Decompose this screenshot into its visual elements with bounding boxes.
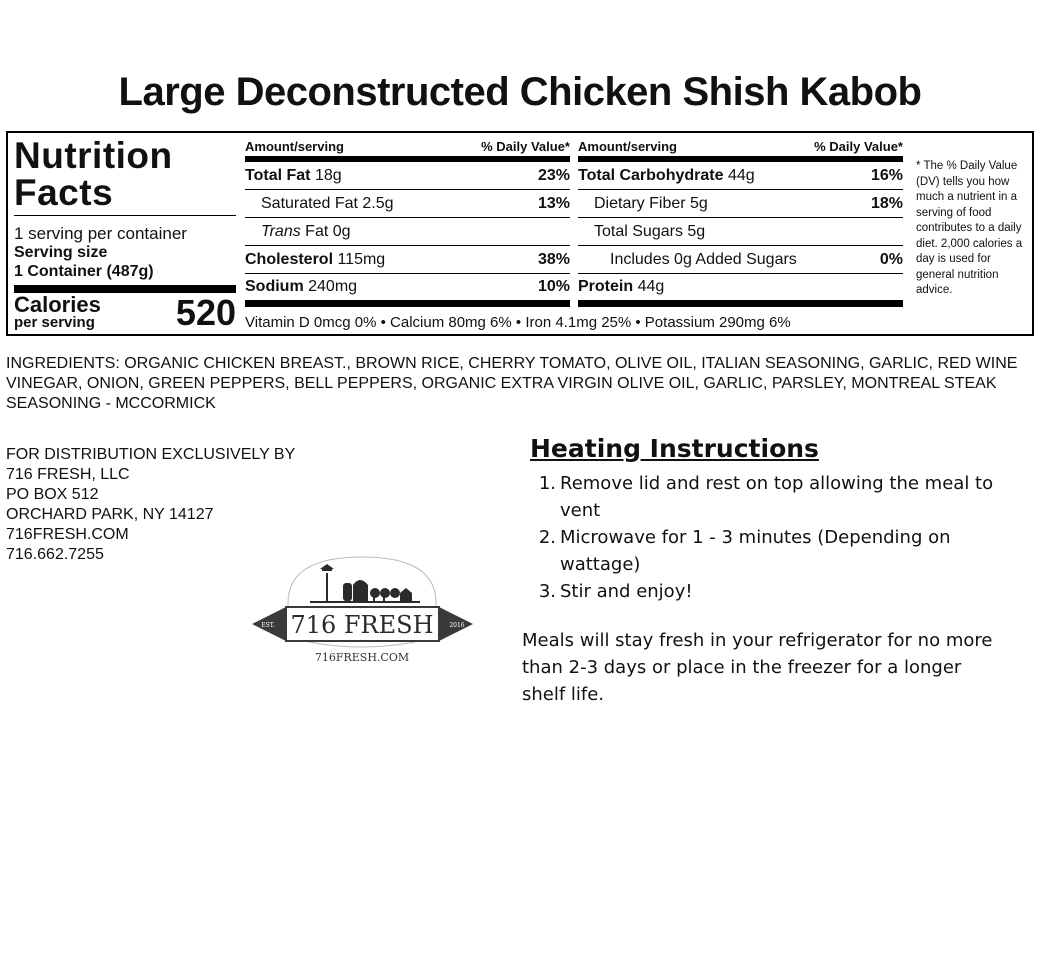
nutrient-dv: 10% [537, 278, 570, 295]
nutrient-row-cholesterol [245, 246, 570, 274]
nutrient-label: Sodium [245, 278, 304, 295]
calories-sub: per serving [14, 314, 95, 331]
nutrition-heading-line1: Nutrition [14, 135, 173, 176]
nutrient-amount: 5g [687, 222, 706, 240]
brand-logo [250, 555, 475, 670]
nutrient-amount: Fat 0g [305, 222, 351, 240]
ingredients-list: INGREDIENTS: ORGANIC CHICKEN BREAST., BROWN RICE, CHERRY TOMATO, OLIVE OIL, ITALIAN SEASONING, GARLIC, RED WINE VINEGAR, ONION, GREEN PEPPERS, BELL PEPPERS, ORGANIC EXTRA VIRGIN OLIVE OIL, GARLIC, PARSLEY, MONTREAL STEAK SEASONING - MCCORMICK [6, 355, 1018, 412]
nutrient-row-trans-fat [245, 218, 570, 246]
logo-est: EST. [261, 622, 275, 629]
daily-value-footnote: * The % Daily Value (DV) tells you how much a nutrient in a serving of food contributes to a daily diet. 2,000 calories a day is used for general nutrition advice. [916, 160, 1023, 296]
nutrition-facts-panel [6, 131, 1034, 336]
dv-header: % Daily Value* [481, 139, 570, 154]
nutrient-column-left [245, 139, 570, 307]
heating-title: Heating Instructions [530, 434, 819, 463]
column-header [245, 139, 570, 155]
amount-header: Amount/serving [578, 139, 677, 154]
divider [14, 215, 236, 216]
heating-step [530, 578, 1000, 605]
nutrition-summary [14, 137, 236, 339]
nutrient-row-total-sugars [578, 218, 903, 246]
nutrient-row-added-sugars [578, 246, 903, 274]
step-text: Remove lid and rest on top allowing the meal to vent [560, 473, 994, 521]
calories-label: Calories [14, 292, 101, 317]
nutrient-row-total-carbohydrate [578, 162, 903, 190]
step-text: Stir and enjoy! [560, 581, 693, 602]
amount-header: Amount/serving [245, 139, 344, 154]
nutrient-dv: 38% [537, 250, 570, 268]
nutrient-row-dietary-fiber [578, 190, 903, 218]
serving-size-label: Serving size [14, 244, 108, 261]
nutrient-dv: 13% [537, 194, 570, 212]
nutrient-column-right [578, 139, 903, 307]
nutrient-amount: 115mg [337, 250, 386, 268]
nutrient-dv: 16% [870, 166, 903, 184]
nutrient-dv: 23% [537, 166, 570, 184]
nutrient-label: Protein [578, 278, 634, 295]
city-state-zip: ORCHARD PARK, NY 14127 [6, 506, 214, 523]
nutrient-amount: 5g [690, 194, 708, 212]
logo-year: 2016 [449, 622, 465, 629]
nutrient-label: Dietary Fiber [594, 194, 686, 212]
product-title: Large Deconstructed Chicken Shish Kabob [118, 70, 922, 114]
website: 716FRESH.COM [6, 526, 129, 543]
heating-step [530, 470, 1000, 524]
step-text: Microwave for 1 - 3 minutes (Depending on wattage) [560, 527, 951, 575]
logo-url: 716FRESH.COM [314, 651, 410, 664]
nutrient-amount: 44g [637, 278, 665, 295]
nutrient-row-protein [578, 274, 903, 307]
step-number: 1. [538, 473, 556, 494]
nutrient-row-total-fat [245, 162, 570, 190]
nutrient-label: Total Fat [245, 166, 311, 184]
nutrient-row-saturated-fat [245, 190, 570, 218]
heating-instructions [530, 432, 1000, 605]
distribution-line: FOR DISTRIBUTION EXCLUSIVELY BY [6, 446, 296, 463]
column-header [578, 139, 903, 155]
nutrient-amount: 240mg [308, 278, 358, 295]
vitamins-minerals: Vitamin D 0mcg 0% • Calcium 80mg 6% • Iron 4.1mg 25% • Potassium 290mg 6% [245, 314, 791, 331]
dv-header: % Daily Value* [814, 139, 903, 154]
distribution-info [6, 445, 346, 565]
nutrient-dv: 0% [879, 250, 903, 268]
heating-step [530, 524, 1000, 578]
nutrient-label: Total Sugars [594, 222, 683, 240]
servings-per-container: 1 serving per container [14, 224, 187, 243]
nutrient-label: Saturated Fat [261, 194, 358, 212]
nutrient-label: Includes 0g Added Sugars [610, 250, 797, 268]
po-box: PO BOX 512 [6, 486, 99, 503]
nutrient-amount: 18g [314, 166, 342, 184]
nutrient-dv: 18% [870, 194, 903, 212]
nutrition-heading [14, 137, 236, 211]
heating-steps [530, 470, 1000, 605]
nutrition-heading-line2: Facts [14, 172, 114, 213]
step-number: 3. [538, 581, 556, 602]
company-name: 716 FRESH, LLC [6, 466, 130, 483]
step-number: 2. [538, 527, 556, 548]
calories-value: 520 [175, 292, 236, 333]
nutrient-label: Cholesterol [245, 250, 334, 268]
nutrient-label: Trans [261, 222, 301, 240]
logo-brand: 716 FRESH [290, 611, 434, 639]
phone: 716.662.7255 [6, 546, 104, 563]
nutrient-label: Total Carbohydrate [578, 166, 724, 184]
storage-note: Meals will stay fresh in your refrigerator for no more than 2-3 days or place in the freezer for a longer shelf life. [522, 630, 993, 705]
calories-block [14, 293, 236, 339]
nutrient-amount: 2.5g [362, 194, 394, 212]
serving-size-value: 1 Container (487g) [14, 263, 154, 280]
nutrient-row-sodium [245, 274, 570, 307]
nutrient-amount: 44g [727, 166, 755, 184]
